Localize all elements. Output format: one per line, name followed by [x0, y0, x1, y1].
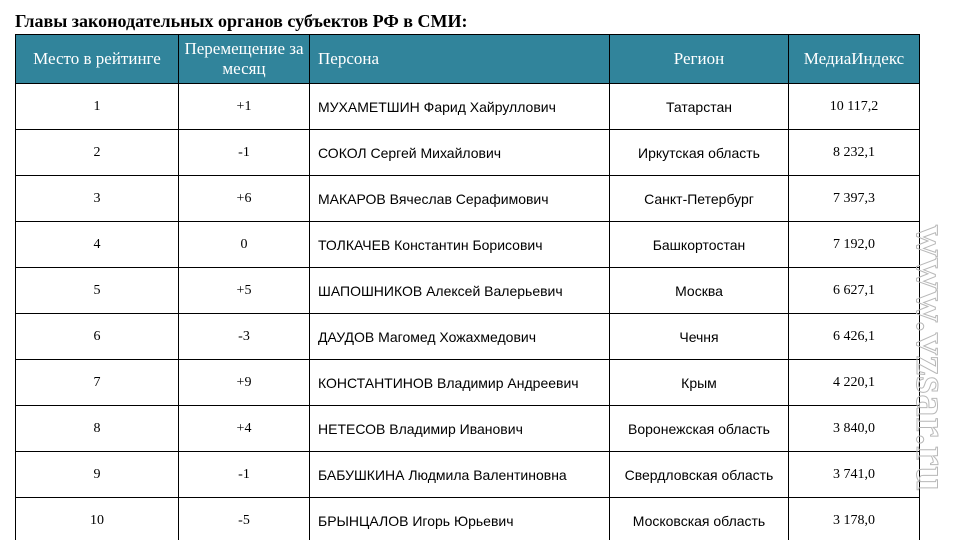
cell-region: Крым	[610, 360, 789, 406]
table-row	[16, 222, 920, 268]
cell-rank: 6	[16, 314, 179, 360]
cell-region: Москва	[610, 268, 789, 314]
cell-person: НЕТЕСОВ Владимир Иванович	[310, 406, 610, 452]
watermark	[906, 178, 958, 538]
cell-index: 7 397,3	[789, 176, 920, 222]
cell-change: 0	[179, 222, 310, 268]
table-row	[16, 176, 920, 222]
cell-change: +5	[179, 268, 310, 314]
rating-table	[15, 34, 920, 540]
cell-index: 4 220,1	[789, 360, 920, 406]
table-row	[16, 130, 920, 176]
cell-person: ТОЛКАЧЕВ Константин Борисович	[310, 222, 610, 268]
cell-index: 6 426,1	[789, 314, 920, 360]
cell-index: 3 840,0	[789, 406, 920, 452]
watermark-text: www.vzsar.ru	[907, 224, 957, 492]
cell-change: +6	[179, 176, 310, 222]
table-row	[16, 84, 920, 130]
cell-change: +1	[179, 84, 310, 130]
table-row	[16, 314, 920, 360]
cell-change: +4	[179, 406, 310, 452]
cell-rank: 5	[16, 268, 179, 314]
header-person: Персона	[310, 35, 610, 84]
cell-person: МАКАРОВ Вячеслав Серафимович	[310, 176, 610, 222]
cell-index: 8 232,1	[789, 130, 920, 176]
table-row	[16, 452, 920, 498]
header-index: МедиаИндекс	[789, 35, 920, 84]
cell-person: БАБУШКИНА Людмила Валентиновна	[310, 452, 610, 498]
cell-person: БРЫНЦАЛОВ Игорь Юрьевич	[310, 498, 610, 540]
cell-person: ДАУДОВ Магомед Хожахмедович	[310, 314, 610, 360]
cell-person: КОНСТАНТИНОВ Владимир Андреевич	[310, 360, 610, 406]
cell-index: 3 178,0	[789, 498, 920, 540]
cell-person: ШАПОШНИКОВ Алексей Валерьевич	[310, 268, 610, 314]
cell-rank: 3	[16, 176, 179, 222]
cell-person: МУХАМЕТШИН Фарид Хайруллович	[310, 84, 610, 130]
cell-index: 7 192,0	[789, 222, 920, 268]
cell-region: Башкортостан	[610, 222, 789, 268]
table-row	[16, 498, 920, 540]
cell-index: 10 117,2	[789, 84, 920, 130]
table-row	[16, 360, 920, 406]
cell-change: -5	[179, 498, 310, 540]
cell-region: Московская область	[610, 498, 789, 540]
cell-rank: 4	[16, 222, 179, 268]
cell-index: 6 627,1	[789, 268, 920, 314]
header-change: Перемещение за месяц	[179, 35, 310, 84]
cell-index: 3 741,0	[789, 452, 920, 498]
page-title: Главы законодательных органов субъектов РФ в СМИ:	[15, 11, 468, 31]
cell-region: Иркутская область	[610, 130, 789, 176]
table-row	[16, 406, 920, 452]
header-region: Регион	[610, 35, 789, 84]
cell-change: -1	[179, 130, 310, 176]
cell-person: СОКОЛ Сергей Михайлович	[310, 130, 610, 176]
table-row	[16, 268, 920, 314]
cell-change: -1	[179, 452, 310, 498]
table-header-row	[16, 35, 920, 84]
cell-rank: 10	[16, 498, 179, 540]
cell-rank: 1	[16, 84, 179, 130]
cell-rank: 2	[16, 130, 179, 176]
cell-change: +9	[179, 360, 310, 406]
cell-region: Татарстан	[610, 84, 789, 130]
cell-rank: 8	[16, 406, 179, 452]
cell-change: -3	[179, 314, 310, 360]
cell-rank: 9	[16, 452, 179, 498]
cell-region: Санкт-Петербург	[610, 176, 789, 222]
cell-rank: 7	[16, 360, 179, 406]
header-rank: Место в рейтинге	[16, 35, 179, 84]
cell-region: Чечня	[610, 314, 789, 360]
cell-region: Воронежская область	[610, 406, 789, 452]
cell-region: Свердловская область	[610, 452, 789, 498]
